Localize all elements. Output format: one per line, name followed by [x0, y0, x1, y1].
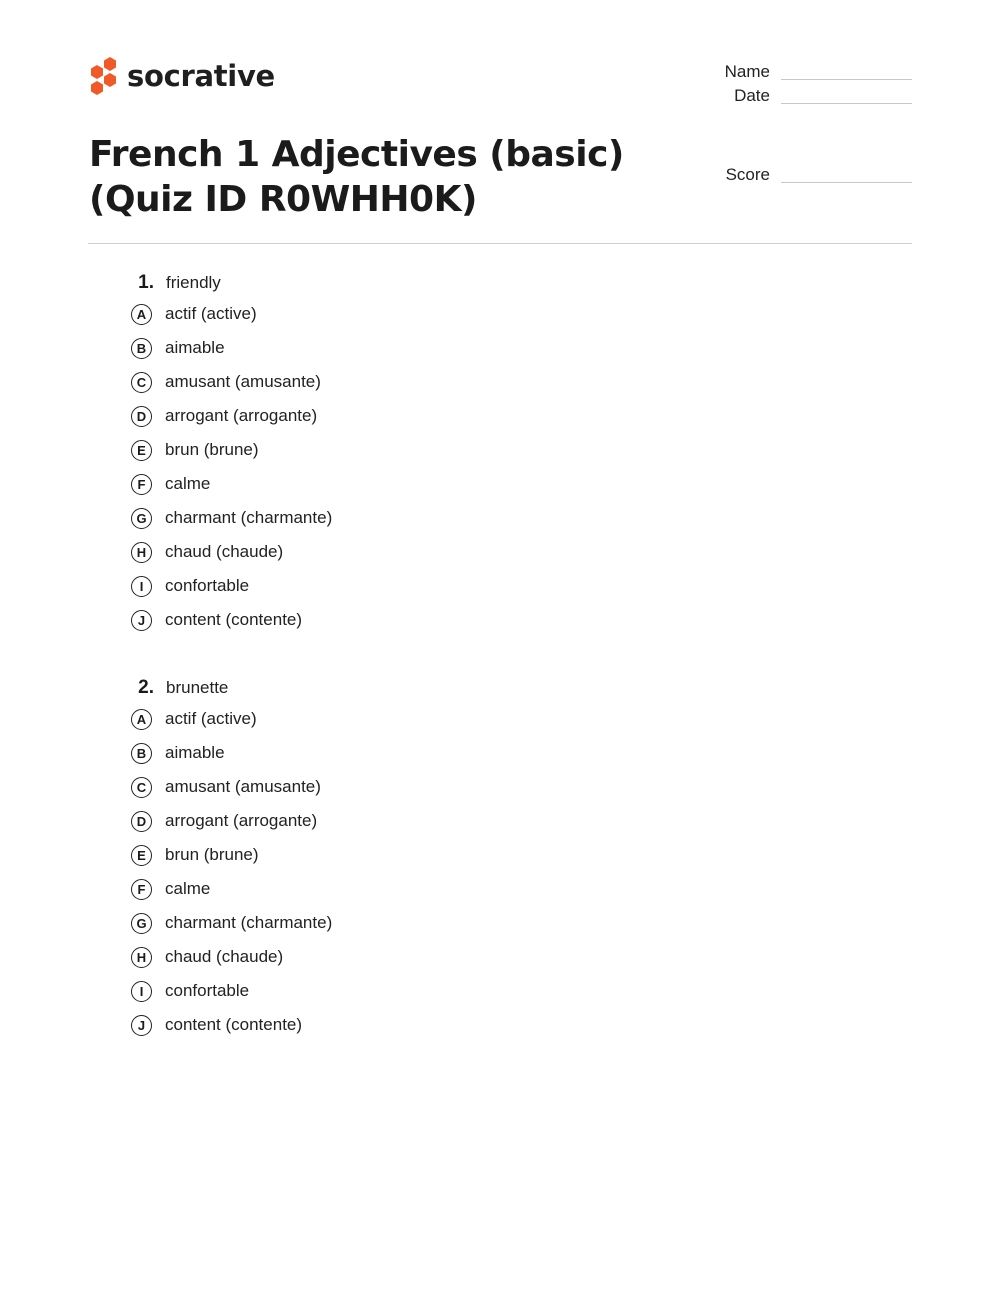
- score-field: [700, 163, 912, 185]
- choice-letter-circle: H: [131, 947, 152, 968]
- choice-text: confortable: [165, 576, 250, 595]
- name-field: [700, 60, 912, 82]
- logo-wordmark: socrative: [127, 59, 275, 93]
- choice-letter-circle: E: [131, 845, 152, 866]
- choice-letter-circle: G: [131, 913, 152, 934]
- choice-text: chaud (chaude): [165, 542, 284, 561]
- question-number: 2.: [138, 677, 154, 698]
- choice-letter-circle: D: [131, 406, 152, 427]
- question-stem: [130, 269, 332, 297]
- name-label: Name: [724, 62, 770, 81]
- choice-e: [130, 433, 332, 467]
- choice-letter-circle: J: [131, 610, 152, 631]
- score-line: [781, 182, 912, 183]
- choice-h: [130, 940, 332, 974]
- choice-text: brun (brune): [165, 440, 259, 459]
- choice-a: [130, 297, 332, 331]
- choice-i: [130, 569, 332, 603]
- socrative-logo: [88, 56, 275, 96]
- question-text: friendly: [166, 273, 221, 292]
- choice-f: [130, 467, 332, 501]
- choice-letter-circle: A: [131, 304, 152, 325]
- choice-letter-circle: H: [131, 542, 152, 563]
- choice-d: [130, 804, 332, 838]
- choice-letter-circle: C: [131, 777, 152, 798]
- choice-text: brun (brune): [165, 845, 259, 864]
- choice-i: [130, 974, 332, 1008]
- choice-text: arrogant (arrogante): [165, 406, 318, 425]
- choice-text: charmant (charmante): [165, 913, 333, 932]
- choice-text: charmant (charmante): [165, 508, 333, 527]
- choice-text: calme: [165, 474, 211, 493]
- question-1: [130, 269, 332, 637]
- date-line: [781, 103, 912, 104]
- choice-letter-circle: E: [131, 440, 152, 461]
- choice-j: [130, 603, 332, 637]
- question-text: brunette: [166, 678, 229, 697]
- choice-j: [130, 1008, 332, 1042]
- choice-letter-circle: I: [131, 981, 152, 1002]
- choice-text: arrogant (arrogante): [165, 811, 318, 830]
- choice-h: [130, 535, 332, 569]
- choice-text: confortable: [165, 981, 250, 1000]
- choice-letter-circle: J: [131, 1015, 152, 1036]
- choice-text: amusant (amusante): [165, 372, 321, 391]
- choice-letter-circle: I: [131, 576, 152, 597]
- choice-text: actif (active): [165, 709, 257, 728]
- choice-letter-circle: B: [131, 743, 152, 764]
- choice-text: calme: [165, 879, 211, 898]
- date-field: [700, 84, 912, 106]
- choice-b: [130, 331, 332, 365]
- choice-letter-circle: F: [131, 474, 152, 495]
- choice-text: chaud (chaude): [165, 947, 284, 966]
- choice-text: aimable: [165, 743, 225, 762]
- choice-b: [130, 736, 332, 770]
- choice-letter-circle: C: [131, 372, 152, 393]
- date-label: Date: [734, 86, 770, 105]
- choice-text: aimable: [165, 338, 225, 357]
- choice-f: [130, 872, 332, 906]
- choice-a: [130, 702, 332, 736]
- choice-g: [130, 501, 332, 535]
- question-2: [130, 674, 332, 1042]
- choice-letter-circle: A: [131, 709, 152, 730]
- choice-c: [130, 770, 332, 804]
- choice-c: [130, 365, 332, 399]
- choice-text: amusant (amusante): [165, 777, 321, 796]
- score-label: Score: [725, 165, 770, 184]
- choice-letter-circle: D: [131, 811, 152, 832]
- choice-e: [130, 838, 332, 872]
- choice-g: [130, 906, 332, 940]
- question-stem: [130, 674, 332, 702]
- hexagon-logo-icon: [88, 56, 118, 96]
- choice-letter-circle: B: [131, 338, 152, 359]
- choice-text: content (contente): [165, 1015, 303, 1034]
- question-number: 1.: [138, 272, 154, 293]
- name-line: [781, 79, 912, 80]
- choice-text: actif (active): [165, 304, 257, 323]
- header-divider: [88, 243, 912, 244]
- choice-d: [130, 399, 332, 433]
- choice-text: content (contente): [165, 610, 303, 629]
- quiz-title: French 1 Adjectives (basic) (Quiz ID R0WHH0K): [89, 134, 624, 220]
- choice-letter-circle: F: [131, 879, 152, 900]
- choice-letter-circle: G: [131, 508, 152, 529]
